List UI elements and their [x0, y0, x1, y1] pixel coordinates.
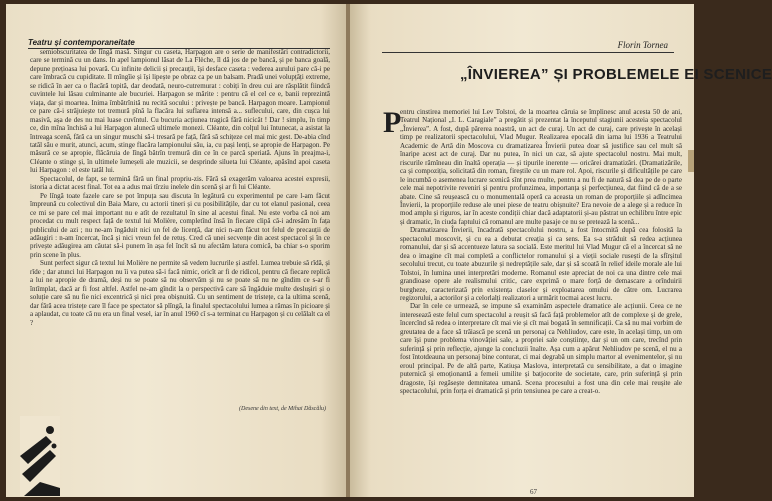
page-tab-marker	[688, 150, 694, 172]
article-author: Florin Tornea	[617, 40, 668, 50]
page-number: 67	[530, 488, 537, 496]
left-page	[6, 4, 348, 497]
book-spread	[6, 4, 772, 497]
drop-cap: P	[383, 106, 402, 139]
paragraph: Sunt perfect sigur că textul lui Molière ne permite să vedem lucrurile și astfel. Lumea trebuie să rîdă, și rîde ; dar atunci lui Harpagon nu îi va putea să-i facă nimic, oricît ar fi de ridicol, pentru că fiecare replică a lui ne apropie de dramă, deși nu se poate să nu observăm și nu se poate să nu ne gîndim ce s-ar fi întîmplat, dacă ar fi fost altfel. Astfel ne-am gîndit la o perspectivă care să îngăduie multe deslușiri și o soluție care să nu fie nici excentrică și nici prea obișnuită. Cu un sentiment de tristețe, ca la ultima scenă, dar fără acea tristețe care îl face pe spectator să plîngă, la finalul spectacolului lumea a rămas în picioare și a aplaudat, cu toate că nu era un final vesel, iar în anul 1960 cî s-a terminat cu Harpagon și cu celălalt ca el ?	[30, 259, 330, 327]
left-article-text	[30, 48, 330, 404]
paragraph: Dramatizarea Învierii, încadrată spectacolului nostru, a fost întocmită după cea folosită la spectacolul moscovit, și cu ea a debutat creația și ca sens. Ea s-a străduit să redea acțiunea romanului, dar și să accentueze latura sa socială. Este meritul lui Vlad Mugur că el a încercat să ne dea o imagine cît mai completă a conflictelor romanului și a vieții sociale rusești de la sfîrșitul secolului trecut, cu toate abuzurile și nedreptățile sale, dar și să scoată în relief ideile morale ale lui Tolstoi, în lumina unei interpretări moderne. Romanul este apreciat de noi ca una dintre cele mai grandioase opere ale realismului critic, care exprimă o mare forță de demascare a orînduirii burgheze, caracterizată prin existența claselor și exploatarea omului de către om. Lucrarea regizorului, a actorilor și a celorlalți realizatori a urmărit tocmai acest lucru.	[400, 226, 682, 302]
paragraph: Pe lîngă toate fazele care se pot împuța sau discuta în legătură cu experimentul pe care l-am făcut împreună cu colectivul din Baia Mare, cu actorii tineri și cu posibilitățile, dar cu tot elanul pasional, ceea ce mi se pare cel mai important nu e atît de rezultatul în sine al acestui final. Nu este vorba că noi am procedat cu mult respect față de textul lui Molière, completînd însă în fiecare clipă că-i adresăm în fața publicului de azi ; nu ne-am îngăduit nici un fel de licență, dar nici n-am făcut tot felul de precauții de adăugiri : n-am încercat, încă și nici vreun fel de retuș. Cred că unei secvențe din acest spectacol și în ce privește adăugirea am căutat să-i punem în așa fel încît să nu afectăm latura comică, ba chiar s-o sporim prin scene în plus.	[30, 191, 330, 259]
right-article-text	[400, 108, 682, 460]
illustration-hand-drawing	[20, 416, 60, 496]
header-rule	[382, 52, 674, 53]
paragraph: semiobscuritatea de lîngă masă. Singur cu caseta, Harpagon are o serie de manifestări contradictorii, care se termină cu un dans. In apel lampionul lăsat de La Flèche, îl dă jos de pe bancă, și pe banca goală, depune prețioasa lui povară. Cu infinite delicii și precauții, își desface caseta : vederea aurului pare că-i pe care îmbracă cu cupiditate. Il mîngîie și își lipește pe obraz ca pe un balsam. Pradă unei volupțăți extreme, se ridică în aer ca o flacără topită, dar deodată, neuro-cutremurat : cobiți în dreu cui are răsplătit fiindcă cuvintele lui lăsau culminante ale bucuriei. Harpagon se mărite : pentru că el cel ce e, banii reprezintă viața, dar și moartea. Inima îmbătrînită nu recită socului : privește pe bancă. Harpagon moare. Lampionul ce pare că-i străjuiește tot tremură pînă la flacăra lui suflarea intensă a... suflecului, care, din cușca lui masivă, așa de des nu mai luase cuvîntul. Cu bucuria acțiunea tragică fără nicicât ! Dar ! simplu, în timp ce, din mîna închisă a lui Harpagon alunecă ultimele monezi. Cléante, din colțul lui întunecat, a asistat la întreaga scenă, fără ca un singur muschi să-i tresară pe față, fără să schițeze cel mai mic gest. De-abia cînd tatăl său e murit, atunci, acum, stinge flacăra lampionului său, ia, cu pași lenți, se apropie de Harpagon. Pe măsură ce se apropie, flăcăruia de lîngă bătrîn tremură din ce în ce parcă speriată. Ajuns în preajma-i, Cléante o stinge și, în ultimele îumeșeli ale muzicii, se desprinde silueta lui Cléante, apăsînd apoi caseta lui Harpagon : el este tatăl lui.	[30, 48, 330, 175]
right-page	[350, 4, 772, 497]
running-head: Teatru și contemporaneitate	[28, 38, 135, 47]
paragraph: entru cinstirea memoriei lui Lev Tolstoi, de la moartea căruia se împlinesc anul acesta 50 de ani, Teatrul Național „I. L. Caragiale” a pregătit și prezentat la începutul stagiunii acesteia spectacolul „Învierea”. A fost, după părerea noastră, un act de curaj. Un act de curaj, care privește în același timp pe realizatorii spectacolului, Vlad Mugur. Realizarea epocală din iarna lui 1936 a Teatrului Academic de Artă din Moscova cu dramatizarea Învierii putea doar să justifice sau cel mult să înaripe acest act de curaj. Dar nu putea, în nici un caz, să ajute spectacolul nostru. Mai mult, riscurile rămîneau din înaltă operația — și tipurile inerente — oricărei dramatizări. (Dramatizările, ca și compoziția, solicitată din roman, fireștile cu un mare rol. Apoi, riscurile și dificultățile pe care le incumbă o asemenea lucrare scenică sînt prea multe, pentru a nu fi de natură să dea pe de o parte cele mai nepotrivite reveniri și pentru profunzimea, importanța și perfecțiunea, dat fiind că de a se abate. Cine să reușească cu o monumentală operă ca aceasta un roman de proporțiile și adîncimea Învierii, la proporțiile reduse ale unei piese de teatru obișnuite? Era nevoie de a alege și a reduce în mod amplu și riguros, iar în aceste condiții chiar dacă adaptatorii și-au păstrat un echilibru între epic și dramatic, în ciuda faptului că romanul are multe pasaje ce nu se pretează la scenă...	[400, 108, 682, 226]
article-title: „ÎNVIEREA” ȘI PROBLEMELE EI SCENICE	[460, 66, 772, 83]
paragraph: Dar în cele ce urmează, se impune să examinăm aspectele dramatice ale acțiunii. Ceea ce ne interesează este felul cum spectacolul a reușit să facă față problemelor atît de complexe și de grele, încercînd să redea o interpretare cît mai vie și cît mai bogată în semnificații. Ca să nu mai vorbim de greutatea de a face să trăiască pe scenă un personaj ca Nehliudov, care este, în același timp, un om care își pune problema vinovăției sale, a propriei sale conștiințe, dar și un om care, trecînd prin suferință și prin reflecție, ajunge la concluzii înalte. Așa cum a apărut Nehliudov pe scenă, el nu a fost întotdeauna un personaj bine conturat, ci mai degrabă un simplu martor al evenimentelor, și nu eroul principal. Pe de altă parte, Katiușa Maslova, interpretată cu sensibilitate, a dat o imagine puternică și emoționantă a femeii umilite și batjocorite de societate, care, prin suferință și prin dragoste, își regăsește demnitatea umană. Scena procesului a fost una din cele mai reușite ale spectacolului, prin forța ei dramatică și prin tensiunea pe care a creat-o.	[400, 302, 682, 395]
paragraph: Spectacolul, de fapt, se termină fără un final propriu-zis. Fără să exagerăm valoarea acestei expresii, istoria a dictat acest final. Tot ea a adus mai tîrziu inelele din scenă și ar fi lui Cléante.	[30, 174, 330, 192]
illustration-credit: (Desene din text, de Mihai Dăscălu)	[239, 406, 326, 412]
